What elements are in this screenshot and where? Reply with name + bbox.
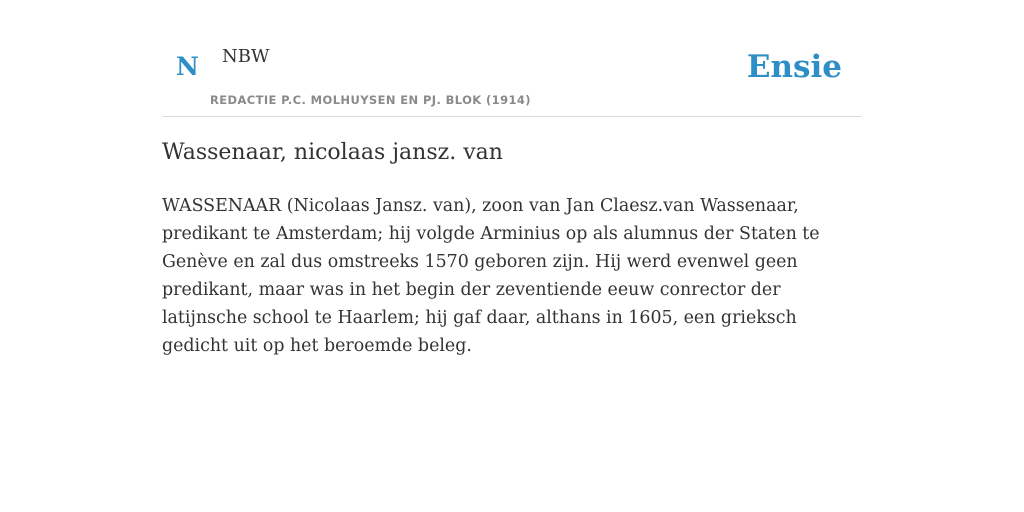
source-name-link[interactable]: NBW bbox=[222, 46, 270, 67]
source-header bbox=[162, 0, 862, 117]
source-logo[interactable]: N bbox=[176, 52, 199, 81]
article-title: Wassenaar, nicolaas jansz. van bbox=[162, 140, 503, 165]
source-subtitle: REDACTIE P.C. MOLHUYSEN EN PJ. BLOK (1914) bbox=[210, 93, 531, 107]
article-body: WASSENAAR (Nicolaas Jansz. van), zoon van Jan Claesz.van Wassenaar, predikant te Amsterdam; hij volgde Arminius op als alumnus der Staten te Genève en zal dus omstreeks 1570 geboren zijn. Hij werd evenwel geen predikant, maar was in het begin der zeventiende eeuw conrector der latijnsche school te Haarlem; hij gaf daar, althans in 1605, een grieksch gedicht uit op het beroemde beleg. bbox=[162, 196, 820, 356]
brand-logo-link[interactable]: Ensie bbox=[746, 49, 842, 85]
